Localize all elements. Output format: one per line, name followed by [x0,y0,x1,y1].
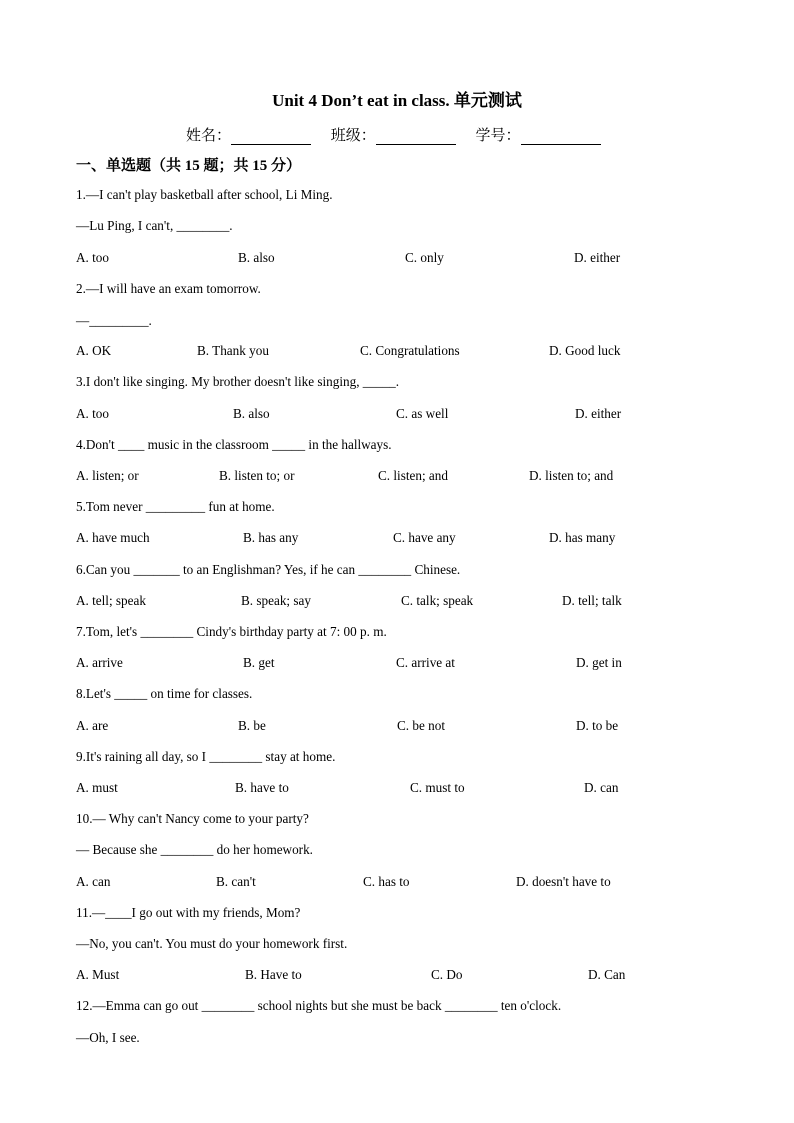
question-dialogue-line: —Oh, I see. [76,1030,140,1045]
question-dialogue-line: — Because she ________ do her homework. [76,842,313,857]
answer-option[interactable]: C. only [405,250,444,265]
answer-option[interactable]: A. too [76,406,109,421]
id-blank[interactable] [521,130,601,145]
answer-option[interactable]: D. to be [576,718,619,733]
answer-option[interactable]: D. either [574,250,621,265]
answer-option[interactable]: D. Can [588,967,626,982]
answer-option[interactable]: D. Good luck [549,343,621,358]
answer-option[interactable]: C. listen; and [378,468,448,483]
question-stem: 1.—I can't play basketball after school, Li Ming. [76,187,333,202]
answer-option[interactable]: C. Congratulations [360,343,460,358]
answer-option[interactable]: C. arrive at [396,655,455,670]
question-stem: 3.I don't like singing. My brother doesn't like singing, _____. [76,374,400,389]
answer-option[interactable]: D. doesn't have to [516,874,611,889]
question-stem: 4.Don't ____ music in the classroom _____ in the hallways. [76,437,392,452]
answer-option[interactable]: C. as well [396,406,449,421]
page-title: Unit 4 Don’t eat in class. 单元测试 [272,91,522,110]
answer-option[interactable]: A. listen; or [76,468,139,483]
answer-option[interactable]: B. speak; say [241,593,311,608]
answer-option[interactable]: D. tell; talk [562,593,622,608]
answer-option[interactable]: B. also [238,250,275,265]
answer-option[interactable]: A. must [76,780,118,795]
question-stem: 6.Can you _______ to an Englishman? Yes, if he can ________ Chinese. [76,562,461,577]
question-dialogue-line: —Lu Ping, I can't, ________. [76,218,233,233]
question-dialogue-line: —No, you can't. You must do your homework first. [76,936,348,951]
answer-option[interactable]: C. has to [363,874,410,889]
answer-option[interactable]: A. have much [76,530,150,545]
question-stem: 2.—I will have an exam tomorrow. [76,281,261,296]
name-label: 姓名： [186,128,232,144]
question-stem: 5.Tom never _________ fun at home. [76,499,275,514]
answer-option[interactable]: A. are [76,718,109,733]
answer-option[interactable]: B. has any [243,530,299,545]
answer-option[interactable]: B. Thank you [197,343,269,358]
answer-option[interactable]: A. tell; speak [76,593,146,608]
answer-option[interactable]: C. must to [410,780,465,795]
answer-option[interactable]: D. get in [576,655,622,670]
answer-option[interactable]: B. can't [216,874,256,889]
answer-option[interactable]: C. Do [431,967,463,982]
answer-option[interactable]: B. listen to; or [219,468,295,483]
answer-option[interactable]: A. too [76,250,109,265]
answer-option[interactable]: D. can [584,780,619,795]
id-label: 学号： [475,128,521,144]
name-blank[interactable] [231,130,311,145]
answer-option[interactable]: D. either [575,406,622,421]
question-stem: 8.Let's _____ on time for classes. [76,686,253,701]
question-stem: 12.—Emma can go out ________ school nights but she must be back ________ ten o'clock. [76,998,562,1013]
answer-option[interactable]: B. get [243,655,275,670]
answer-option[interactable]: B. have to [235,780,289,795]
answer-option[interactable]: A. OK [76,343,112,358]
answer-option[interactable]: C. have any [393,530,456,545]
answer-option[interactable]: B. be [238,718,266,733]
student-info-row [186,124,613,145]
answer-option[interactable]: A. arrive [76,655,123,670]
question-stem: 10.— Why can't Nancy come to your party? [76,811,309,826]
class-label: 班级： [330,128,376,144]
class-blank[interactable] [376,130,456,145]
answer-option[interactable]: C. talk; speak [401,593,474,608]
section-title: 一、单选题（共 15 题；共 15 分） [76,158,302,174]
question-stem: 7.Tom, let's ________ Cindy's birthday party at 7: 00 p. m. [76,624,387,639]
answer-option[interactable]: B. also [233,406,270,421]
answer-option[interactable]: D. listen to; and [529,468,614,483]
answer-option[interactable]: D. has many [549,530,616,545]
answer-option[interactable]: B. Have to [245,967,302,982]
question-stem: 9.It's raining all day, so I ________ stay at home. [76,749,336,764]
answer-option[interactable]: A. can [76,874,111,889]
answer-option[interactable]: C. be not [397,718,445,733]
question-dialogue-line: —_________. [76,313,152,328]
question-stem: 11.—____I go out with my friends, Mom? [76,905,301,920]
answer-option[interactable]: A. Must [76,967,120,982]
